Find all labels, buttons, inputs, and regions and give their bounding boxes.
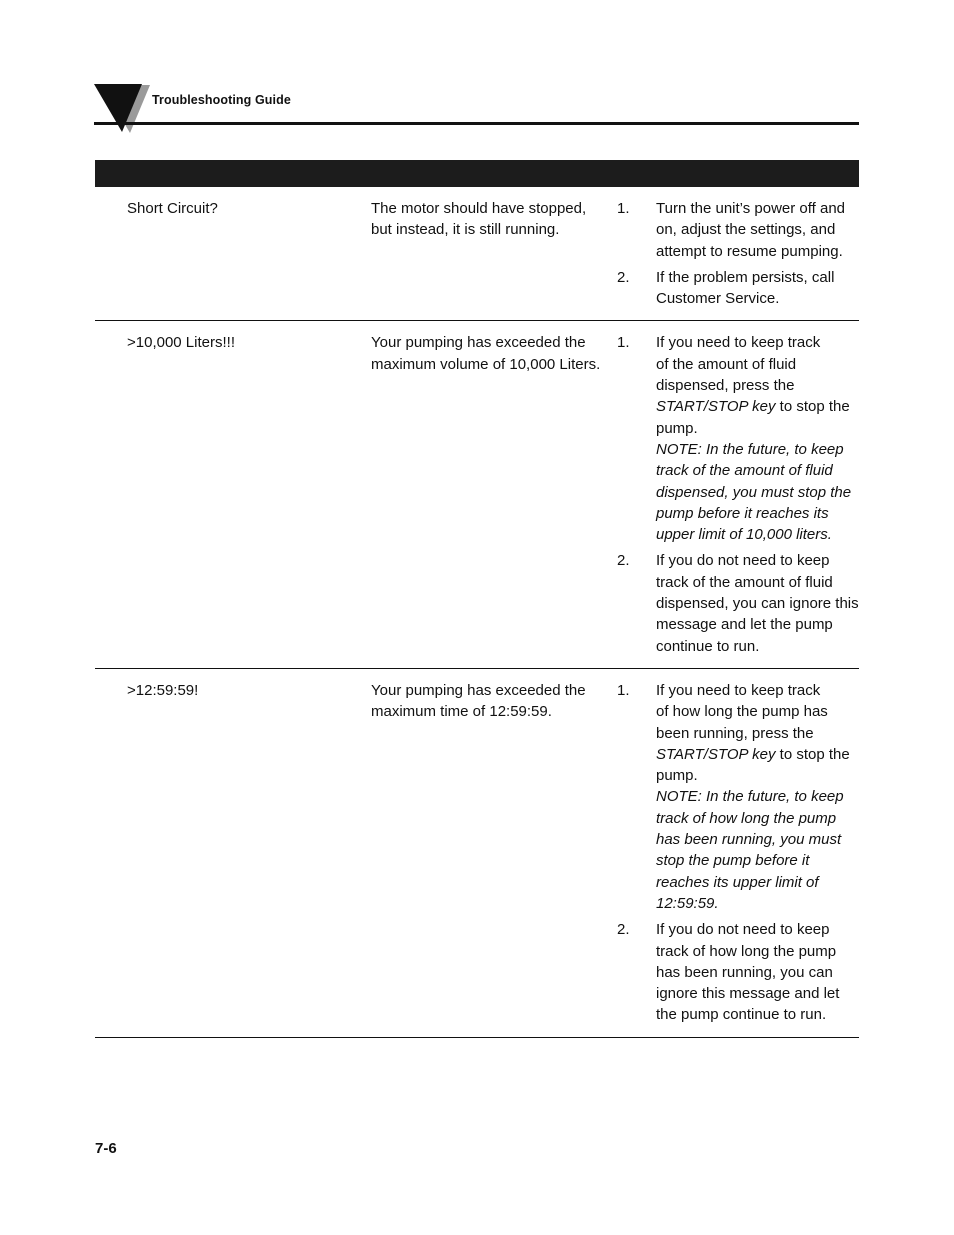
error-message: >10,000 Liters!!! [127, 334, 235, 352]
table-row [95, 321, 859, 668]
step-line: If the problem persists, call [656, 268, 835, 286]
step-line: track of how long the pump [656, 942, 837, 960]
key-name: START/STOP key [656, 745, 776, 763]
error-meaning: Your pumping has exceeded the maximum volume of 10,000 Liters. [371, 334, 601, 373]
step-line: attempt to resume pumping. [656, 242, 843, 260]
step-line: continue to run. [656, 637, 760, 655]
step-text [656, 198, 859, 262]
step-line: the pump continue to run. [656, 1006, 827, 1024]
step-line: ignore this message and let [656, 985, 840, 1003]
key-instruction-rest: to stop the [775, 398, 850, 416]
step-line: dispensed, press the [656, 377, 795, 395]
page-number: 7-6 [95, 1140, 117, 1157]
note-line: upper limit of 10,000 liters. [656, 526, 832, 544]
troubleshooting-table [95, 187, 859, 1038]
note-line: pump before it reaches its [656, 504, 829, 522]
note-line: NOTE: In the future, to keep [656, 788, 844, 806]
step-number: 2. [617, 552, 630, 570]
error-meaning: Your pumping has exceeded the maximum time of 12:59:59. [371, 681, 586, 721]
error-meaning: The motor should have stopped, but instead, it is still running. [371, 200, 587, 239]
key-instruction-line [656, 744, 859, 765]
step-line: of the amount of fluid [656, 355, 797, 373]
error-message: >12:59:59! [127, 681, 199, 699]
step-number: 1. [617, 681, 630, 699]
step-text [656, 550, 859, 656]
table-header-bar [95, 160, 859, 187]
step-number: 1. [617, 334, 630, 352]
note-line: track of how long the pump [656, 809, 837, 827]
key-instruction-rest: to stop the [775, 745, 850, 763]
corrective-action [617, 332, 859, 656]
note-line: stop the pump before it [656, 852, 810, 870]
action-step [617, 332, 859, 545]
note-line: track of the amount of fluid [656, 462, 833, 480]
step-line: message and let the pump [656, 616, 833, 634]
table-row [95, 669, 859, 1038]
step-line: on, adjust the settings, and [656, 221, 836, 239]
corrective-action [617, 680, 859, 1026]
step-line: pump. [656, 419, 698, 437]
step-number: 2. [617, 268, 630, 286]
step-line: If you do not need to keep [656, 552, 830, 570]
note-line: has been running, you must [656, 831, 842, 849]
step-text [656, 267, 859, 310]
running-header: Troubleshooting Guide [152, 93, 291, 107]
step-line: been running, press the [656, 724, 814, 742]
step-line: pump. [656, 767, 698, 785]
step-line: If you need to keep track [656, 681, 821, 699]
step-text [656, 919, 859, 1025]
key-name: START/STOP key [656, 398, 776, 416]
corrective-action [617, 198, 859, 309]
step-line: dispensed, you can ignore this [656, 595, 859, 613]
note-line: dispensed, you must stop the [656, 483, 852, 501]
action-step [617, 550, 859, 656]
step-line: of how long the pump has [656, 703, 828, 721]
step-line: has been running, you can [656, 963, 833, 981]
note-line: 12:59:59. [656, 894, 719, 912]
step-line: If you do not need to keep [656, 921, 830, 939]
error-message: Short Circuit? [127, 200, 218, 217]
key-instruction-line [656, 396, 859, 417]
table-row [95, 187, 859, 321]
step-line: Customer Service. [656, 290, 780, 308]
step-line: If you need to keep track [656, 334, 821, 352]
omega-triangle-logo-icon [94, 83, 150, 135]
step-number: 2. [617, 921, 630, 939]
note-line: NOTE: In the future, to keep [656, 440, 844, 458]
step-line: track of the amount of fluid [656, 573, 833, 591]
action-step [617, 680, 859, 914]
action-step [617, 919, 859, 1025]
step-line: Turn the unit’s power off and [656, 200, 846, 217]
note-line: reaches its upper limit of [656, 873, 819, 891]
action-step [617, 267, 859, 310]
step-number: 1. [617, 200, 630, 217]
header-rule [94, 122, 859, 125]
step-text [656, 680, 859, 914]
step-text [656, 332, 859, 545]
action-step [617, 198, 859, 262]
